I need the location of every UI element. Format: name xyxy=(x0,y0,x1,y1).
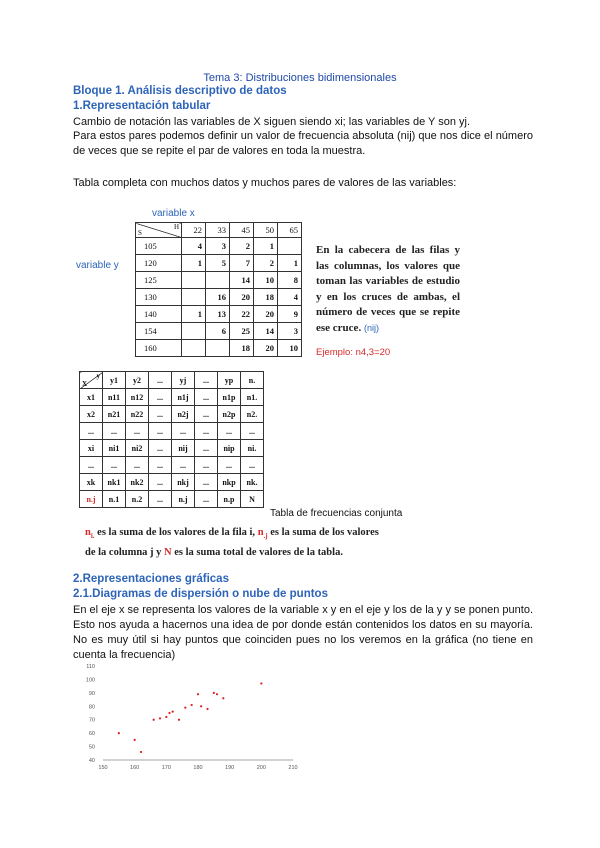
table2-corner-top: y xyxy=(96,372,100,380)
table2-cell: ... xyxy=(241,457,264,474)
scatter-point xyxy=(213,692,215,694)
table2-col-header: n. xyxy=(241,372,264,389)
table1-header-row xyxy=(136,223,302,238)
scatter-point xyxy=(216,693,218,695)
table1-row-header: 160 xyxy=(136,340,182,357)
note-col-j: de la columna j y xyxy=(85,546,165,558)
table1-cell: 3 xyxy=(206,238,230,255)
note-row-sum: es la suma de los valores de la fila i, xyxy=(94,527,258,538)
table1-cell: 6 xyxy=(206,323,230,340)
table1-cell: 3 xyxy=(278,323,302,340)
table2-col-header: yj xyxy=(172,372,195,389)
table1-row-header: 154 xyxy=(136,323,182,340)
table2-cell: ... xyxy=(195,491,218,508)
table2-cell: ... xyxy=(195,406,218,423)
table2-cell: n12 xyxy=(126,389,149,406)
table2-cell: ... xyxy=(218,457,241,474)
scatter-point xyxy=(172,711,174,713)
table2-cell: ... xyxy=(103,457,126,474)
table1-row xyxy=(136,272,302,289)
table2-cell: ... xyxy=(195,389,218,406)
scatter-point xyxy=(159,717,161,719)
table2-row-header: x1 xyxy=(80,389,103,406)
joint-table-caption: Tabla de frecuencias conjunta xyxy=(270,508,403,519)
table2-corner-bottom: X xyxy=(82,380,88,388)
section-heading-2: 2.Representaciones gráficas xyxy=(73,573,229,585)
table2-corner xyxy=(80,372,103,389)
table2-cell: nk1 xyxy=(103,474,126,491)
scatter-point xyxy=(165,716,167,718)
table1-cell xyxy=(206,272,230,289)
table2-cell: n.1 xyxy=(103,491,126,508)
table1-cell: 16 xyxy=(206,289,230,306)
table2-cell: ... xyxy=(149,423,172,440)
table1-cell xyxy=(206,340,230,357)
table2-cell: ... xyxy=(149,491,172,508)
table1-row xyxy=(136,340,302,357)
scatter-point xyxy=(153,719,155,721)
y-tick-label: 110 xyxy=(86,664,95,670)
table1-cell: 1 xyxy=(182,306,206,323)
table2-cell: n22 xyxy=(126,406,149,423)
table1-cell: 2 xyxy=(230,238,254,255)
table1-cell: 1 xyxy=(278,255,302,272)
table1-row-header: 105 xyxy=(136,238,182,255)
table2-col-header: y1 xyxy=(103,372,126,389)
table2-cell: nk2 xyxy=(126,474,149,491)
table2-cell: N xyxy=(241,491,264,508)
table2-cell: n.p xyxy=(218,491,241,508)
table2-cell: ... xyxy=(126,457,149,474)
table2-cell: n.2 xyxy=(126,491,149,508)
x-tick-label: 170 xyxy=(161,765,171,771)
table1-row-header: 120 xyxy=(136,255,182,272)
y-tick-label: 90 xyxy=(88,690,95,697)
x-tick-label: 160 xyxy=(130,765,140,771)
table2-row xyxy=(80,423,264,440)
table1-cell xyxy=(182,323,206,340)
table2-cell: n.j xyxy=(172,491,195,508)
table2-cell: nk. xyxy=(241,474,264,491)
nj-symbol: $n_{.j}$ xyxy=(257,527,268,541)
table1-row xyxy=(136,255,302,272)
table1-col-header: 45 xyxy=(230,223,254,238)
y-tick-label: 50 xyxy=(88,744,95,751)
scatter-point xyxy=(184,707,186,709)
block-heading: Bloque 1. Análisis descriptivo de datos xyxy=(73,85,287,97)
y-tick-label: 100 xyxy=(85,677,95,684)
table2-row xyxy=(80,389,264,406)
paragraph-scatter: En el eje x se representa los valores de la variable x y en el eje y los de la y y se ponen punto. Esto nos ayuda a hacernos una idea de por donde están contenidos los datos en su mayoría. No es muy útil si hay puntos que coinciden pues no los veremos en la gráfica (no tiene en cuenta la frecuencia) xyxy=(73,604,533,661)
table2-cell: nkp xyxy=(218,474,241,491)
table2-row xyxy=(80,457,264,474)
joint-frequency-table xyxy=(79,371,264,508)
table2-cell: ... xyxy=(149,406,172,423)
table2-cell: n1. xyxy=(241,389,264,406)
table-explanation xyxy=(316,243,460,336)
table1-row-header: 140 xyxy=(136,306,182,323)
scatter-point xyxy=(140,751,142,753)
table2-cell: ni. xyxy=(241,440,264,457)
x-tick-label: 150 xyxy=(98,765,108,771)
table2-row-header: ... xyxy=(80,457,103,474)
table1-cell: 4 xyxy=(182,238,206,255)
table2-row-header: ... xyxy=(80,423,103,440)
table2-row xyxy=(80,474,264,491)
table2-cell: ... xyxy=(149,457,172,474)
table2-cell: ... xyxy=(149,474,172,491)
paragraph-frequency: Para estos pares podemos definir un valor de frecuencia absoluta (nij) que nos dice el número de veces que se repite el par de valores en toda la muestra. xyxy=(73,130,533,157)
table1-col-header: 22 xyxy=(182,223,206,238)
variable-x-label: variable x xyxy=(152,208,195,219)
table1-col-header: 33 xyxy=(206,223,230,238)
paragraph-notation: Cambio de notación las variables de X siguen siendo xi; las variables de Y son yj. xyxy=(73,116,471,128)
section-heading-2-1: 2.1.Diagramas de dispersión o nube de puntos xyxy=(73,588,328,600)
paragraph-table-intro: Tabla completa con muchos datos y muchos pares de valores de las variables: xyxy=(73,177,457,189)
table2-cell: n1p xyxy=(218,389,241,406)
table2-cell: ... xyxy=(195,423,218,440)
section-heading-1: 1.Representación tabular xyxy=(73,100,211,112)
total-symbol: N xyxy=(164,546,172,558)
table2-col-header: yp xyxy=(218,372,241,389)
table1-row-header: 125 xyxy=(136,272,182,289)
scatter-point xyxy=(168,712,170,714)
scatter-point xyxy=(191,704,193,706)
table1-cell: 10 xyxy=(278,340,302,357)
frequency-table-example xyxy=(135,222,302,357)
joint-table-note xyxy=(85,525,425,560)
table1-cell: 10 xyxy=(254,272,278,289)
table2-cell: ... xyxy=(172,457,195,474)
scatter-point xyxy=(260,682,262,684)
table2-cell: nip xyxy=(218,440,241,457)
scatter-point xyxy=(134,739,136,741)
table1-cell: 9 xyxy=(278,306,302,323)
table1-cell xyxy=(182,340,206,357)
scatter-point xyxy=(197,693,199,695)
table1-cell: 18 xyxy=(230,340,254,357)
table1-cell xyxy=(278,238,302,255)
table2-cell: ... xyxy=(195,474,218,491)
table2-cell: ... xyxy=(218,423,241,440)
y-tick-label: 80 xyxy=(88,704,95,711)
table2-row-header: xi xyxy=(80,440,103,457)
table2-cell: n2j xyxy=(172,406,195,423)
table2-col-header: y2 xyxy=(126,372,149,389)
x-tick-label: 200 xyxy=(256,765,266,771)
table2-col-header: ... xyxy=(195,372,218,389)
table2-cell: n11 xyxy=(103,389,126,406)
table1-cell: 8 xyxy=(278,272,302,289)
table2-cell: ... xyxy=(103,423,126,440)
table2-cell: ... xyxy=(241,423,264,440)
variable-y-label: variable y xyxy=(76,260,119,271)
x-tick-label: 210 xyxy=(288,765,298,771)
table1-cell: 20 xyxy=(254,306,278,323)
scatter-point xyxy=(200,705,202,707)
table2-cell: n2. xyxy=(241,406,264,423)
table1-corner xyxy=(136,223,182,238)
table1-cell: 14 xyxy=(254,323,278,340)
table1-row xyxy=(136,289,302,306)
table1-row-header: 130 xyxy=(136,289,182,306)
table1-cell: 25 xyxy=(230,323,254,340)
note-total: es la suma total de valores de la tabla. xyxy=(171,546,343,558)
table1-cell xyxy=(182,289,206,306)
example-label: Ejemplo: n4,3=20 xyxy=(316,347,391,358)
table1-cell: 7 xyxy=(230,255,254,272)
table2-cell: n21 xyxy=(103,406,126,423)
table2-cell: ... xyxy=(126,423,149,440)
table1-cell: 14 xyxy=(230,272,254,289)
corner-top-label: H xyxy=(173,223,179,231)
table1-row xyxy=(136,238,302,255)
table2-cell: ... xyxy=(172,423,195,440)
scatter-point xyxy=(206,708,208,710)
table2-cell: ni1 xyxy=(103,440,126,457)
table2-cell: ni2 xyxy=(126,440,149,457)
scatter-point xyxy=(222,697,224,699)
nij-label: (nij) xyxy=(363,322,379,333)
table2-cell: ... xyxy=(149,440,172,457)
table1-cell: 4 xyxy=(278,289,302,306)
table-explanation-text: En la cabecera de las filas y las columnas, los valores que toman las variables de estudio y en los cruces de ambas, el número de veces que se repite ese cruce. xyxy=(316,244,460,334)
table2-row xyxy=(80,440,264,457)
table2-row-header: x2 xyxy=(80,406,103,423)
table2-cell: ... xyxy=(149,389,172,406)
table1-cell: 18 xyxy=(254,289,278,306)
table1-col-header: 50 xyxy=(254,223,278,238)
table1-cell: 1 xyxy=(254,238,278,255)
table1-cell: 5 xyxy=(206,255,230,272)
table1-cell: 20 xyxy=(230,289,254,306)
scatter-chart xyxy=(75,660,305,772)
table2-cell: n1j xyxy=(172,389,195,406)
table1-row xyxy=(136,323,302,340)
scatter-point xyxy=(178,719,180,721)
table2-cell: ... xyxy=(195,440,218,457)
table2-row-header: xk xyxy=(80,474,103,491)
table1-cell: 1 xyxy=(182,255,206,272)
x-tick-label: 190 xyxy=(225,765,235,771)
table1-cell xyxy=(182,272,206,289)
x-tick-label: 180 xyxy=(193,765,203,771)
y-tick-label: 40 xyxy=(88,758,95,764)
doc-title: Tema 3: Distribuciones bidimensionales xyxy=(203,72,397,84)
table1-cell: 22 xyxy=(230,306,254,323)
table2-cell: nkj xyxy=(172,474,195,491)
table1-col-header: 65 xyxy=(278,223,302,238)
y-tick-label: 60 xyxy=(88,731,95,738)
ni-symbol: $n_{i.}$ xyxy=(85,527,95,541)
table2-cell: ... xyxy=(195,457,218,474)
table2-row-header: n.j xyxy=(80,491,103,508)
scatter-point xyxy=(118,732,120,734)
table1-cell: 13 xyxy=(206,306,230,323)
table2-cell: n2p xyxy=(218,406,241,423)
y-tick-label: 70 xyxy=(88,717,95,724)
note-col-sum: es la suma de los valores xyxy=(267,527,379,538)
corner-bottom-label: S xyxy=(138,229,142,237)
table2-col-header: ... xyxy=(149,372,172,389)
table1-row xyxy=(136,306,302,323)
table2-row xyxy=(80,406,264,423)
table1-cell: 20 xyxy=(254,340,278,357)
table2-row xyxy=(80,491,264,508)
table2-header-row xyxy=(80,372,264,389)
table1-cell: 2 xyxy=(254,255,278,272)
table2-cell: nij xyxy=(172,440,195,457)
